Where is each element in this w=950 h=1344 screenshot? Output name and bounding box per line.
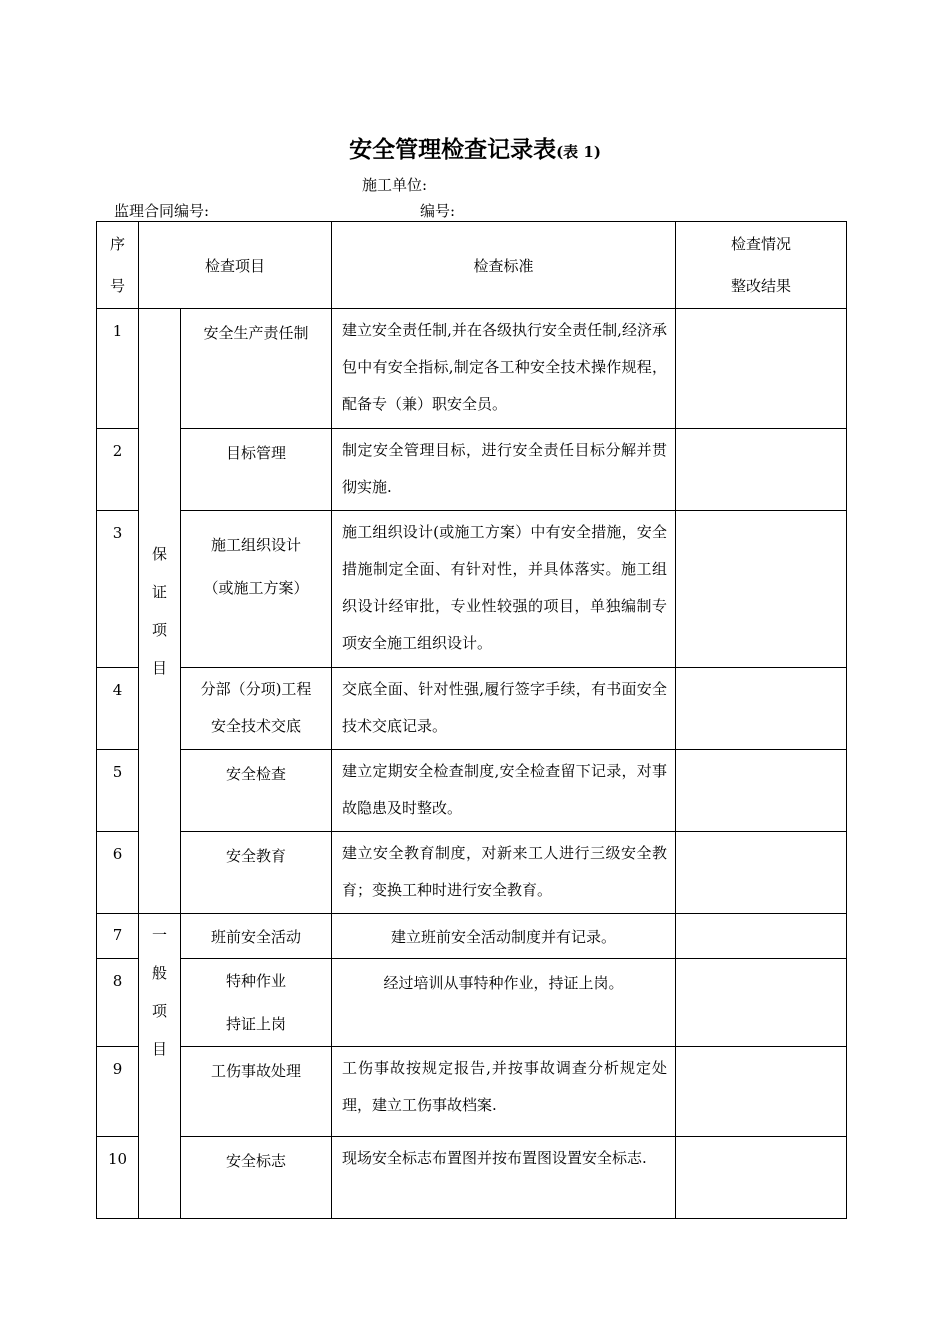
- row-item-text: 安全生产责任制: [203, 324, 309, 342]
- category-char: 目: [151, 659, 167, 677]
- table-row: [97, 429, 847, 511]
- row-item: [181, 511, 332, 668]
- contract-number-label: 监理合同编号:: [114, 202, 210, 220]
- document-title: [0, 131, 950, 164]
- row-number: 2: [97, 429, 139, 511]
- row-item-text: 目标管理: [225, 444, 286, 462]
- row-item: [181, 309, 332, 429]
- table-row: [97, 832, 847, 914]
- row-result-cell[interactable]: [676, 668, 847, 750]
- header-result-line2: 整改结果: [730, 277, 791, 295]
- row-number: 9: [97, 1047, 139, 1137]
- row-standard: 建立班前安全活动制度并有记录。: [332, 914, 676, 959]
- row-number: 8: [97, 959, 139, 1047]
- row-item-text: 特种作业: [225, 972, 286, 990]
- category-char: 证: [151, 583, 167, 601]
- row-number: 1: [97, 309, 139, 429]
- header-seq: [97, 222, 139, 309]
- table-row: [97, 1047, 847, 1137]
- row-result-cell[interactable]: [676, 1137, 847, 1219]
- row-result-cell[interactable]: [676, 429, 847, 511]
- table-row: [97, 511, 847, 668]
- category-char: 项: [151, 1002, 167, 1020]
- row-item: [181, 832, 332, 914]
- row-number: 10: [97, 1137, 139, 1219]
- row-item-text: 安全检查: [225, 765, 286, 783]
- category-char: 保: [151, 545, 167, 563]
- row-number: 4: [97, 668, 139, 750]
- category-guarantee: [139, 309, 181, 914]
- category-char: 目: [151, 1040, 167, 1058]
- table-row: [97, 959, 847, 1047]
- row-item: [181, 1137, 332, 1219]
- header-result-line1: 检查情况: [730, 235, 791, 253]
- row-item-text: 班前安全活动: [210, 928, 301, 946]
- row-item: [181, 429, 332, 511]
- category-char: 一: [151, 926, 167, 944]
- row-item-text: 工伤事故处理: [210, 1062, 301, 1080]
- table-row: [97, 668, 847, 750]
- table-row: [97, 750, 847, 832]
- header-result: [676, 222, 847, 309]
- row-standard: 建立安全教育制度，对新来工人进行三级安全教育；变换工种时进行安全教育。: [332, 832, 676, 914]
- row-number: 5: [97, 750, 139, 832]
- row-item-text: 安全标志: [225, 1152, 286, 1170]
- construction-unit-label: 施工单位:: [362, 176, 428, 194]
- row-result-cell[interactable]: [676, 959, 847, 1047]
- row-standard: 交底全面、针对性强,履行签字手续，有书面安全技术交底记录。: [332, 668, 676, 750]
- row-item: [181, 750, 332, 832]
- row-item-text: 持证上岗: [225, 1015, 286, 1033]
- row-standard: 制定安全管理目标，进行安全责任目标分解并贯彻实施.: [332, 429, 676, 511]
- row-result-cell[interactable]: [676, 750, 847, 832]
- row-result-cell[interactable]: [676, 914, 847, 959]
- row-number: 6: [97, 832, 139, 914]
- row-item-text: 分部（分项)工程: [200, 680, 312, 698]
- row-item-text: 施工组织设计: [210, 536, 301, 554]
- inspection-table: [96, 221, 847, 1219]
- row-item: [181, 668, 332, 750]
- title-main: 安全管理检查记录表: [349, 136, 557, 163]
- row-item: [181, 914, 332, 959]
- header-seq-line2: 号: [109, 277, 125, 295]
- row-item: [181, 1047, 332, 1137]
- row-standard: 经过培训从事特种作业，持证上岗。: [332, 959, 676, 1047]
- table-row: [97, 309, 847, 429]
- category-char: 项: [151, 621, 167, 639]
- row-standard: 现场安全标志布置图并按布置图设置安全标志.: [332, 1137, 676, 1219]
- row-result-cell[interactable]: [676, 1047, 847, 1137]
- row-standard: 工伤事故按规定报告,并按事故调查分析规定处理，建立工伤事故档案.: [332, 1047, 676, 1137]
- header-item: 检查项目: [139, 222, 332, 309]
- header-standard: 检查标准: [332, 222, 676, 309]
- row-standard: 建立定期安全检查制度,安全检查留下记录，对事故隐患及时整改。: [332, 750, 676, 832]
- category-char: 般: [151, 964, 167, 982]
- row-number: 3: [97, 511, 139, 668]
- row-result-cell[interactable]: [676, 832, 847, 914]
- row-item-text: （或施工方案）: [203, 579, 309, 597]
- table-row: [97, 1137, 847, 1219]
- table-row: [97, 914, 847, 959]
- row-result-cell[interactable]: [676, 511, 847, 668]
- serial-number-label: 编号:: [420, 202, 456, 220]
- row-item: [181, 959, 332, 1047]
- category-general: [139, 914, 181, 1219]
- header-seq-line1: 序: [109, 235, 125, 253]
- title-suffix: (表 1): [556, 143, 601, 161]
- row-standard: 施工组织设计(或施工方案）中有安全措施，安全措施制定全面、有针对性，并具体落实。施工组织设计经审批，专业性较强的项目，单独编制专项安全施工组织设计。: [332, 511, 676, 668]
- row-item-text: 安全技术交底: [210, 717, 301, 735]
- row-result-cell[interactable]: [676, 309, 847, 429]
- row-standard: 建立安全责任制,并在各级执行安全责任制,经济承包中有安全指标,制定各工种安全技术操作规程，配备专（兼）职安全员。: [332, 309, 676, 429]
- row-number: 7: [97, 914, 139, 959]
- row-item-text: 安全教育: [225, 847, 286, 865]
- table-header-row: [97, 222, 847, 309]
